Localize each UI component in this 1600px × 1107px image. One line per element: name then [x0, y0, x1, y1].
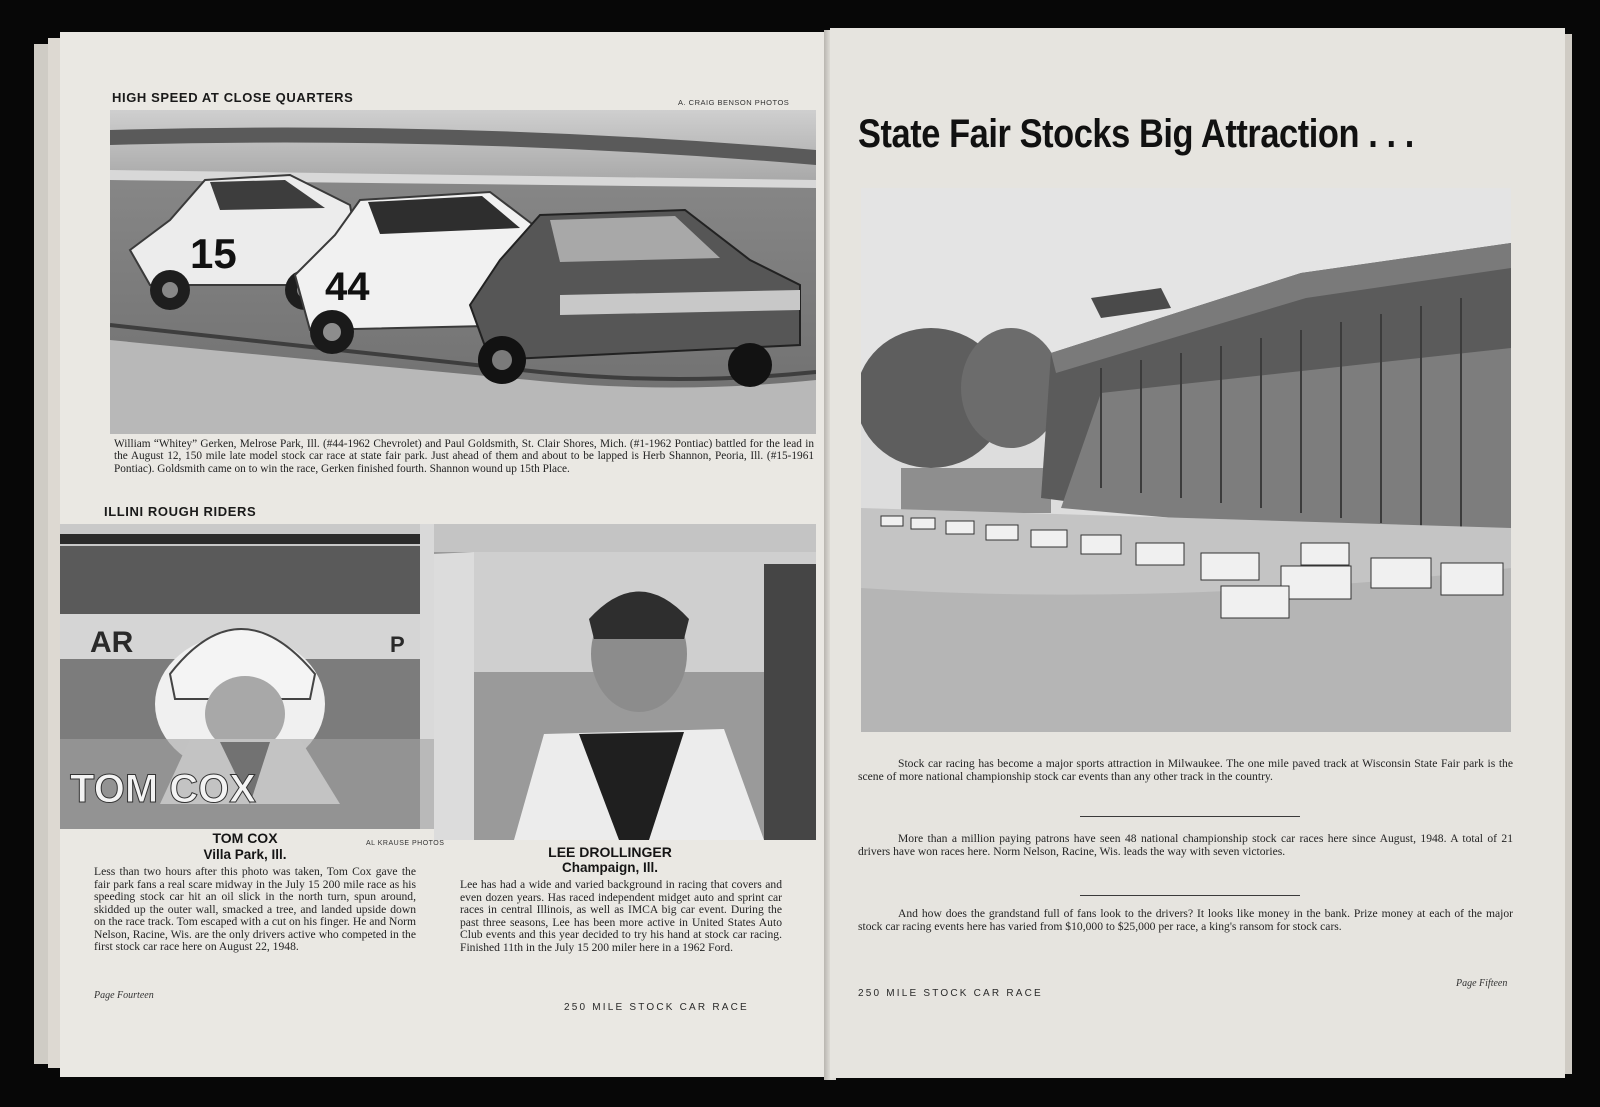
grandstand-illustration	[861, 188, 1511, 732]
photo-credit-benson: A. CRAIG BENSON PHOTOS	[678, 98, 790, 107]
headline: State Fair Stocks Big Attraction . . .	[858, 112, 1414, 156]
car-number-44: 44	[325, 265, 370, 309]
driver-name-lee-drollinger: LEE DROLLINGER	[548, 844, 672, 860]
race-photo	[110, 110, 816, 434]
footer-title-left: 250 MILE STOCK CAR RACE	[564, 1002, 749, 1013]
section-title-illini: ILLINI ROUGH RIDERS	[104, 504, 257, 519]
page-number-fourteen: Page Fourteen	[94, 990, 154, 1001]
banner-lettering-2: P	[390, 632, 405, 657]
race-photo-illustration	[110, 110, 816, 434]
car-lettering-tom-cox: TOM COX	[70, 767, 256, 811]
page-number-fifteen: Page Fifteen	[1456, 978, 1508, 989]
divider-1	[1080, 816, 1300, 817]
driver-name-tom-cox: TOM COX	[212, 830, 278, 846]
race-photo-caption: William “Whitey” Gerken, Melrose Park, Ill. (#44-1962 Chevrolet) and Paul Goldsmith, St. Clair Shores, Mich. (#1-1962 Pontiac) battled for the lead in the August 12, 150 mile late model stock car race at state fair park. Just ahead of them and about to be lapped is Herb Shannon, Peoria, Ill. (#15-1961 Pontiac). Goldsmith came on to win the race, Gerken finished fourth. Shannon wound up 15th Place.	[114, 438, 814, 475]
left-page	[60, 32, 830, 1077]
driver-bio-tom-cox: Less than two hours after this photo was taken, Tom Cox gave the fair park fans a real scare midway in the July 15 200 mile race as his speeding stock car hit an oil slick in the north turn, spun around, skidded up the outer wall, smacked a tree, and landed upside down on the race track. Tom escaped with a cut on his finger. He and Norm Nelson, Racine, Wis. are the only drivers active who competed in the first stock car race here on August 22, 1948.	[94, 865, 416, 953]
body-paragraph-2: More than a million paying patrons have seen 48 national championship stock car races here since August, 1948. A total of 21 drivers have won races here. Norm Nelson, Racine, Wis. leads the way with seven victories.	[858, 832, 1513, 858]
driver-town-tom-cox: Villa Park, Ill.	[203, 847, 287, 862]
footer-title-right: 250 MILE STOCK CAR RACE	[858, 988, 1043, 999]
right-page	[830, 28, 1565, 1078]
body-paragraph-1: Stock car racing has become a major sports attraction in Milwaukee. The one mile paved track at Wisconsin State Fair park is the scene of more national championship stock car events than any other track in the country.	[858, 757, 1513, 783]
banner-lettering: AR	[90, 626, 134, 659]
driver-bio-lee-drollinger: Lee has had a wide and varied background in racing that covers and even dozen years. Has raced independent midget auto and sprint car races in central Illinois, as well as IMCA big car event. During the past three seasons, Lee has been more active in United States Auto Club events and this year decided to try his hand at stock car racing. Finished 11th in the July 15 200 miler here in a 1962 Ford.	[460, 878, 782, 954]
lee-drollinger-photo	[434, 524, 816, 840]
divider-2	[1080, 895, 1300, 896]
lee-drollinger-illustration	[434, 524, 816, 840]
tom-cox-illustration	[60, 524, 434, 829]
section-title-high-speed: HIGH SPEED AT CLOSE QUARTERS	[112, 90, 354, 105]
photo-credit-krause: AL KRAUSE PHOTOS	[366, 840, 445, 847]
car-number-15: 15	[190, 230, 237, 277]
driver-town-lee-drollinger: Champaign, Ill.	[561, 860, 658, 875]
body-paragraph-3: And how does the grandstand full of fans look to the drivers? It looks like money in the bank. Prize money at each of the major stock car racing events here has varied from $10,000 to $25,000 per race, a king's ransom for stock cars.	[858, 907, 1513, 933]
grandstand-photo	[861, 188, 1511, 732]
tom-cox-photo	[60, 524, 434, 829]
